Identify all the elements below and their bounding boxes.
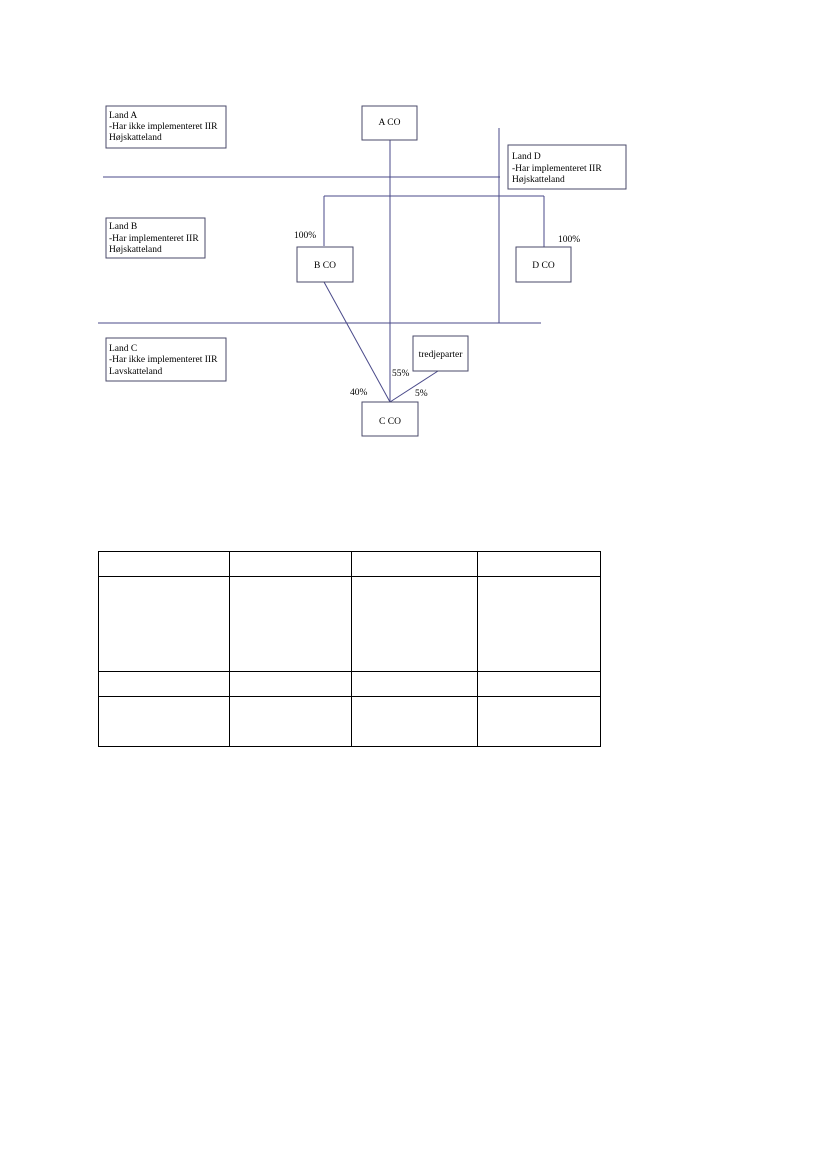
- region-land-c-name: Land C: [109, 344, 138, 354]
- table-column-divider: [229, 551, 230, 747]
- region-land-b-line-2: Højskatteland: [109, 245, 162, 255]
- region-land-a-name: Land A: [109, 111, 138, 121]
- pct-b-to-c: 40%: [350, 388, 368, 398]
- entity-b-co-label: B CO: [314, 261, 336, 271]
- entity-tredjeparter: [413, 336, 468, 371]
- region-land-d-line-2: Højskatteland: [512, 175, 565, 185]
- entity-b-co: [297, 247, 353, 282]
- entity-a-co: [362, 106, 417, 140]
- table-row-divider: [98, 671, 601, 672]
- table-border-bottom: [98, 746, 601, 747]
- entity-c-co: [362, 402, 418, 436]
- table-border-top: [98, 551, 601, 552]
- region-land-b: [106, 218, 205, 258]
- table-border-right: [600, 551, 601, 747]
- table-border-left: [98, 551, 99, 747]
- region-land-c-line-2: Lavskatteland: [109, 367, 163, 377]
- table-row-divider: [98, 576, 601, 577]
- region-land-c-line-1: -Har ikke implementeret IIR: [109, 355, 218, 365]
- region-land-c: [106, 338, 226, 381]
- region-land-a-line-1: -Har ikke implementeret IIR: [109, 122, 218, 132]
- pct-a-to-d: 100%: [558, 235, 581, 245]
- line-b-to-c: [324, 282, 390, 402]
- region-land-b-name: Land B: [109, 222, 138, 232]
- pct-a-to-c: 55%: [392, 369, 410, 379]
- region-land-d-line-1: -Har implementeret IIR: [512, 164, 602, 174]
- entity-d-co: [516, 247, 571, 282]
- pct-a-to-b: 100%: [294, 231, 317, 241]
- region-land-d: [508, 145, 626, 189]
- entity-a-co-label: A CO: [378, 118, 401, 128]
- table-row-divider: [98, 696, 601, 697]
- region-land-a: [106, 106, 226, 148]
- entity-tredjeparter-label: tredjeparter: [418, 350, 463, 360]
- region-land-b-line-1: -Har implementeret IIR: [109, 234, 199, 244]
- entity-d-co-label: D CO: [532, 261, 555, 271]
- pct-third-to-c: 5%: [415, 389, 428, 399]
- table-column-divider: [477, 551, 478, 747]
- region-land-d-name: Land D: [512, 152, 541, 162]
- entity-c-co-label: C CO: [379, 417, 401, 427]
- region-land-a-line-2: Højskatteland: [109, 133, 162, 143]
- table-column-divider: [351, 551, 352, 747]
- empty-table: [98, 551, 601, 747]
